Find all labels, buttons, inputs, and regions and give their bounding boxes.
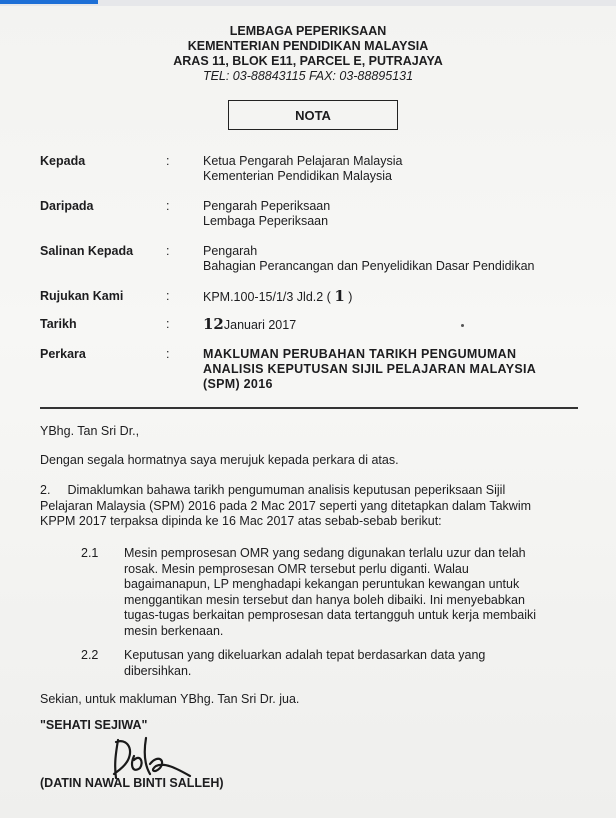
paragraph-2-line1 xyxy=(40,483,585,499)
item-2-2-text xyxy=(124,648,584,679)
handwritten-day: 12 xyxy=(203,315,224,333)
meta-value-line: Ketua Pengarah Pelajaran Malaysia xyxy=(203,154,403,168)
meta-colon: : xyxy=(166,199,170,213)
item-line: dibersihkan. xyxy=(124,663,192,678)
divider-line xyxy=(40,407,578,409)
meta-colon: : xyxy=(166,317,170,331)
meta-value-line: Pengarah xyxy=(203,244,258,258)
item-line: menggantikan mesin tersebut dan hanya boleh dibaiki. Ini menyebabkan xyxy=(124,592,525,607)
handwritten-reference-digit: 1 xyxy=(334,287,345,305)
item-number-2-2: 2.2 xyxy=(81,648,99,662)
letterhead-address: ARAS 11, BLOK E11, PARCEL E, PUTRAJAYA xyxy=(173,54,443,68)
document-page xyxy=(0,6,616,818)
item-number-2-1: 2.1 xyxy=(81,546,99,560)
item-line: Keputusan yang dikeluarkan adalah tepat berdasarkan data yang xyxy=(124,648,486,662)
meta-value xyxy=(203,317,583,333)
salutation: YBhg. Tan Sri Dr., xyxy=(40,424,140,438)
item-2-1-text xyxy=(124,546,584,639)
opening-paragraph: Dengan segala hormatnya saya merujuk kepada perkara di atas. xyxy=(40,453,399,467)
meta-value xyxy=(203,199,583,229)
top-bar-accent xyxy=(0,0,98,4)
meta-colon: : xyxy=(166,154,170,168)
reference-number: KPM.100-15/1/3 Jld.2 ( xyxy=(203,290,331,304)
paragraph-2 xyxy=(40,483,585,530)
meta-label: Rujukan Kami xyxy=(40,289,124,303)
item-line: Mesin pemprosesan OMR yang sedang digunakan terlalu uzur dan telah xyxy=(124,546,526,560)
paragraph-text: Dimaklumkan bahawa tarikh pengumuman analisis keputusan peperiksaan Sijil xyxy=(67,483,506,497)
scan-speck xyxy=(461,324,464,327)
meta-label: Salinan Kepada xyxy=(40,244,134,258)
item-line: rosak. Mesin pemprosesan OMR tersebut perlu diganti. Walau xyxy=(124,561,469,576)
letterhead-ministry: KEMENTERIAN PENDIDIKAN MALAYSIA xyxy=(187,39,429,53)
meta-colon: : xyxy=(166,244,170,258)
meta-value-line: Pengarah Peperiksaan xyxy=(203,199,331,213)
item-line: tugas-tugas berkaitan pemprosesan data tertangguh untuk kerja membaiki xyxy=(124,608,537,622)
meta-label: Daripada xyxy=(40,199,94,213)
letterhead-contact: TEL: 03-88843115 FAX: 03-88895131 xyxy=(202,69,414,83)
meta-value-line: Lembaga Peperiksaan xyxy=(203,214,329,228)
meta-colon: : xyxy=(166,289,170,303)
letterhead-org: LEMBAGA PEPERIKSAAN xyxy=(229,24,387,38)
meta-value-line: Bahagian Perancangan dan Penyelidikan Dasar Pendidikan xyxy=(203,259,535,273)
item-line: bagaimanapun, LP menghadapi kekangan peruntukan kewangan untuk xyxy=(124,577,520,591)
closing-line: Sekian, untuk makluman YBhg. Tan Sri Dr. jua. xyxy=(40,692,300,706)
meta-value xyxy=(203,244,583,274)
nota-title: NOTA xyxy=(295,107,331,123)
letterhead xyxy=(0,24,616,84)
meta-label: Kepada xyxy=(40,154,86,168)
subject-line: (SPM) 2016 xyxy=(203,377,273,391)
paragraph-number: 2. xyxy=(40,483,51,497)
meta-value-line: Kementerian Pendidikan Malaysia xyxy=(203,169,392,183)
paragraph-text: Pelajaran Malaysia (SPM) 2016 pada 2 Mac 2017 seperti yang ditetapkan dalam Takwim xyxy=(40,498,532,513)
meta-value xyxy=(203,289,583,305)
nota-title-box xyxy=(228,100,398,130)
paragraph-text: KPPM 2017 terpaksa dipinda ke 16 Mac 2017 atas sebab-sebab berikut: xyxy=(40,514,442,528)
meta-colon: : xyxy=(166,347,170,361)
date-month-year: Januari 2017 xyxy=(223,318,297,332)
subject-line: MAKLUMAN PERUBAHAN TARIKH PENGUMUMAN xyxy=(203,347,517,361)
reference-close-paren: ) xyxy=(348,290,353,304)
meta-label: Tarikh xyxy=(40,317,77,331)
meta-value xyxy=(203,154,583,184)
signatory-name: (DATIN NAWAL BINTI SALLEH) xyxy=(40,776,224,790)
motto: "SEHATI SEJIWA" xyxy=(40,718,148,732)
item-line: mesin berkenaan. xyxy=(124,623,224,638)
subject-line: ANALISIS KEPUTUSAN SIJIL PELAJARAN MALAYSIA xyxy=(203,362,537,376)
meta-label: Perkara xyxy=(40,347,86,361)
subject-value xyxy=(203,347,583,392)
